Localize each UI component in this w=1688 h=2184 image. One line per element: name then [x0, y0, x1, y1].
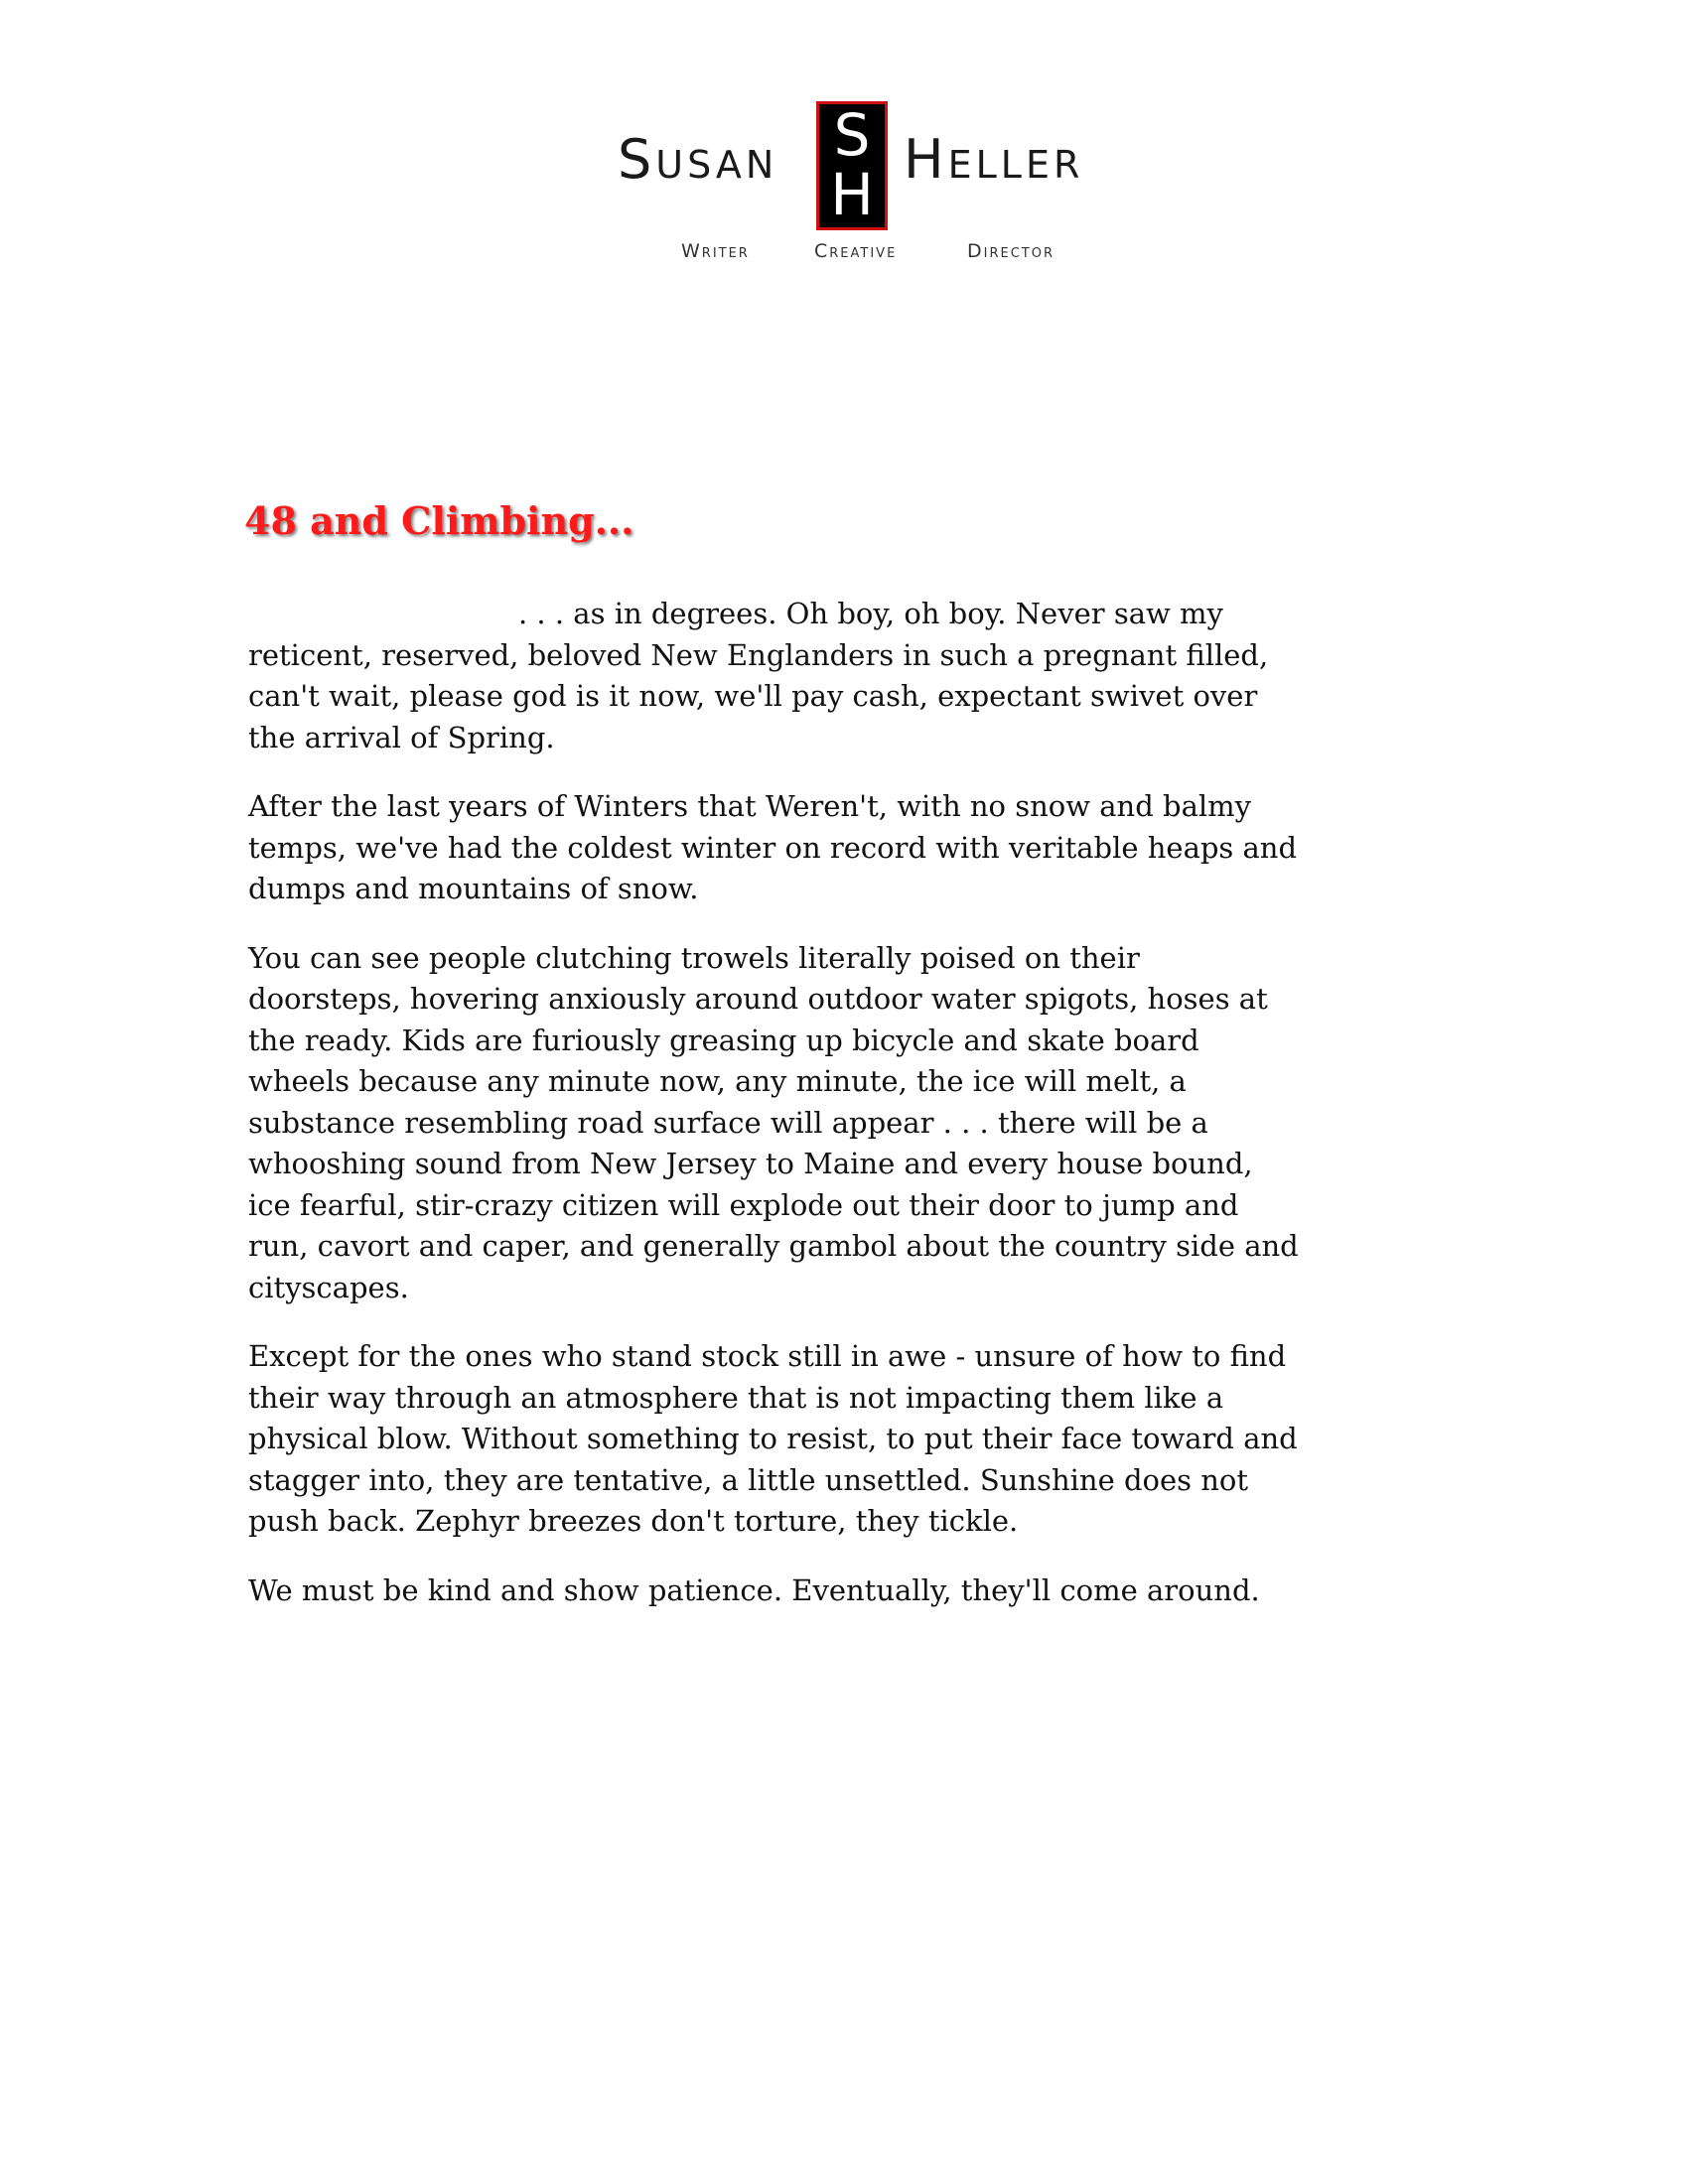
monogram-logo[interactable] [816, 101, 888, 230]
subtitle-director: Director [967, 240, 1055, 262]
post-paragraph-2: After the last years of Winters that Weren't, with no snow and balmy temps, we've had the coldest winter on record with veritable heaps and dumps and mountains of snow. [248, 789, 1298, 905]
subtitle-creative: Creative [814, 240, 898, 262]
post-body [248, 594, 1301, 1639]
logo-letter-s: S [833, 101, 871, 169]
subtitle-writer: Writer [681, 240, 750, 262]
brand-last-name: Heller [904, 128, 1084, 191]
post-paragraph-1: . . . as in degrees. Oh boy, oh boy. Never saw my reticent, reserved, beloved New Englanders in such a pregnant filled, can't wait, please god is it now, we'll pay cash, expectant swivet over the arrival of Spring. [248, 597, 1269, 754]
logo-letter-h: H [830, 161, 874, 228]
post-paragraph-4: Except for the ones who stand stock still in awe - unsure of how to find their way through an atmosphere that is not impacting them like a physical blow. Without something to resist, to put their face toward and stagger into, they are tentative, a little unsettled. Sunshine does not push back. Zephyr breezes don't torture, they tickle. [248, 1339, 1298, 1538]
post-paragraph-3: You can see people clutching trowels literally poised on their doorsteps, hovering anxiously around outdoor water spigots, hoses at the ready. Kids are furiously greasing up bicycle and skate board wheels because any minute now, any minute, the ice will melt, a substance resembling road surface will appear . . . there will be a whooshing sound from New Jersey to Maine and every house bound, ice fearful, stir-crazy citizen will explode out their door to jump and run, cavort and caper, and generally gambol about the country side and cityscapes. [248, 940, 1299, 1304]
brand-first-name: Susan [618, 128, 778, 191]
site-header [0, 0, 1688, 298]
post-paragraph-5: We must be kind and show patience. Eventually, they'll come around. [248, 1572, 1260, 1607]
post-title: 48 and Climbing... [244, 498, 634, 543]
